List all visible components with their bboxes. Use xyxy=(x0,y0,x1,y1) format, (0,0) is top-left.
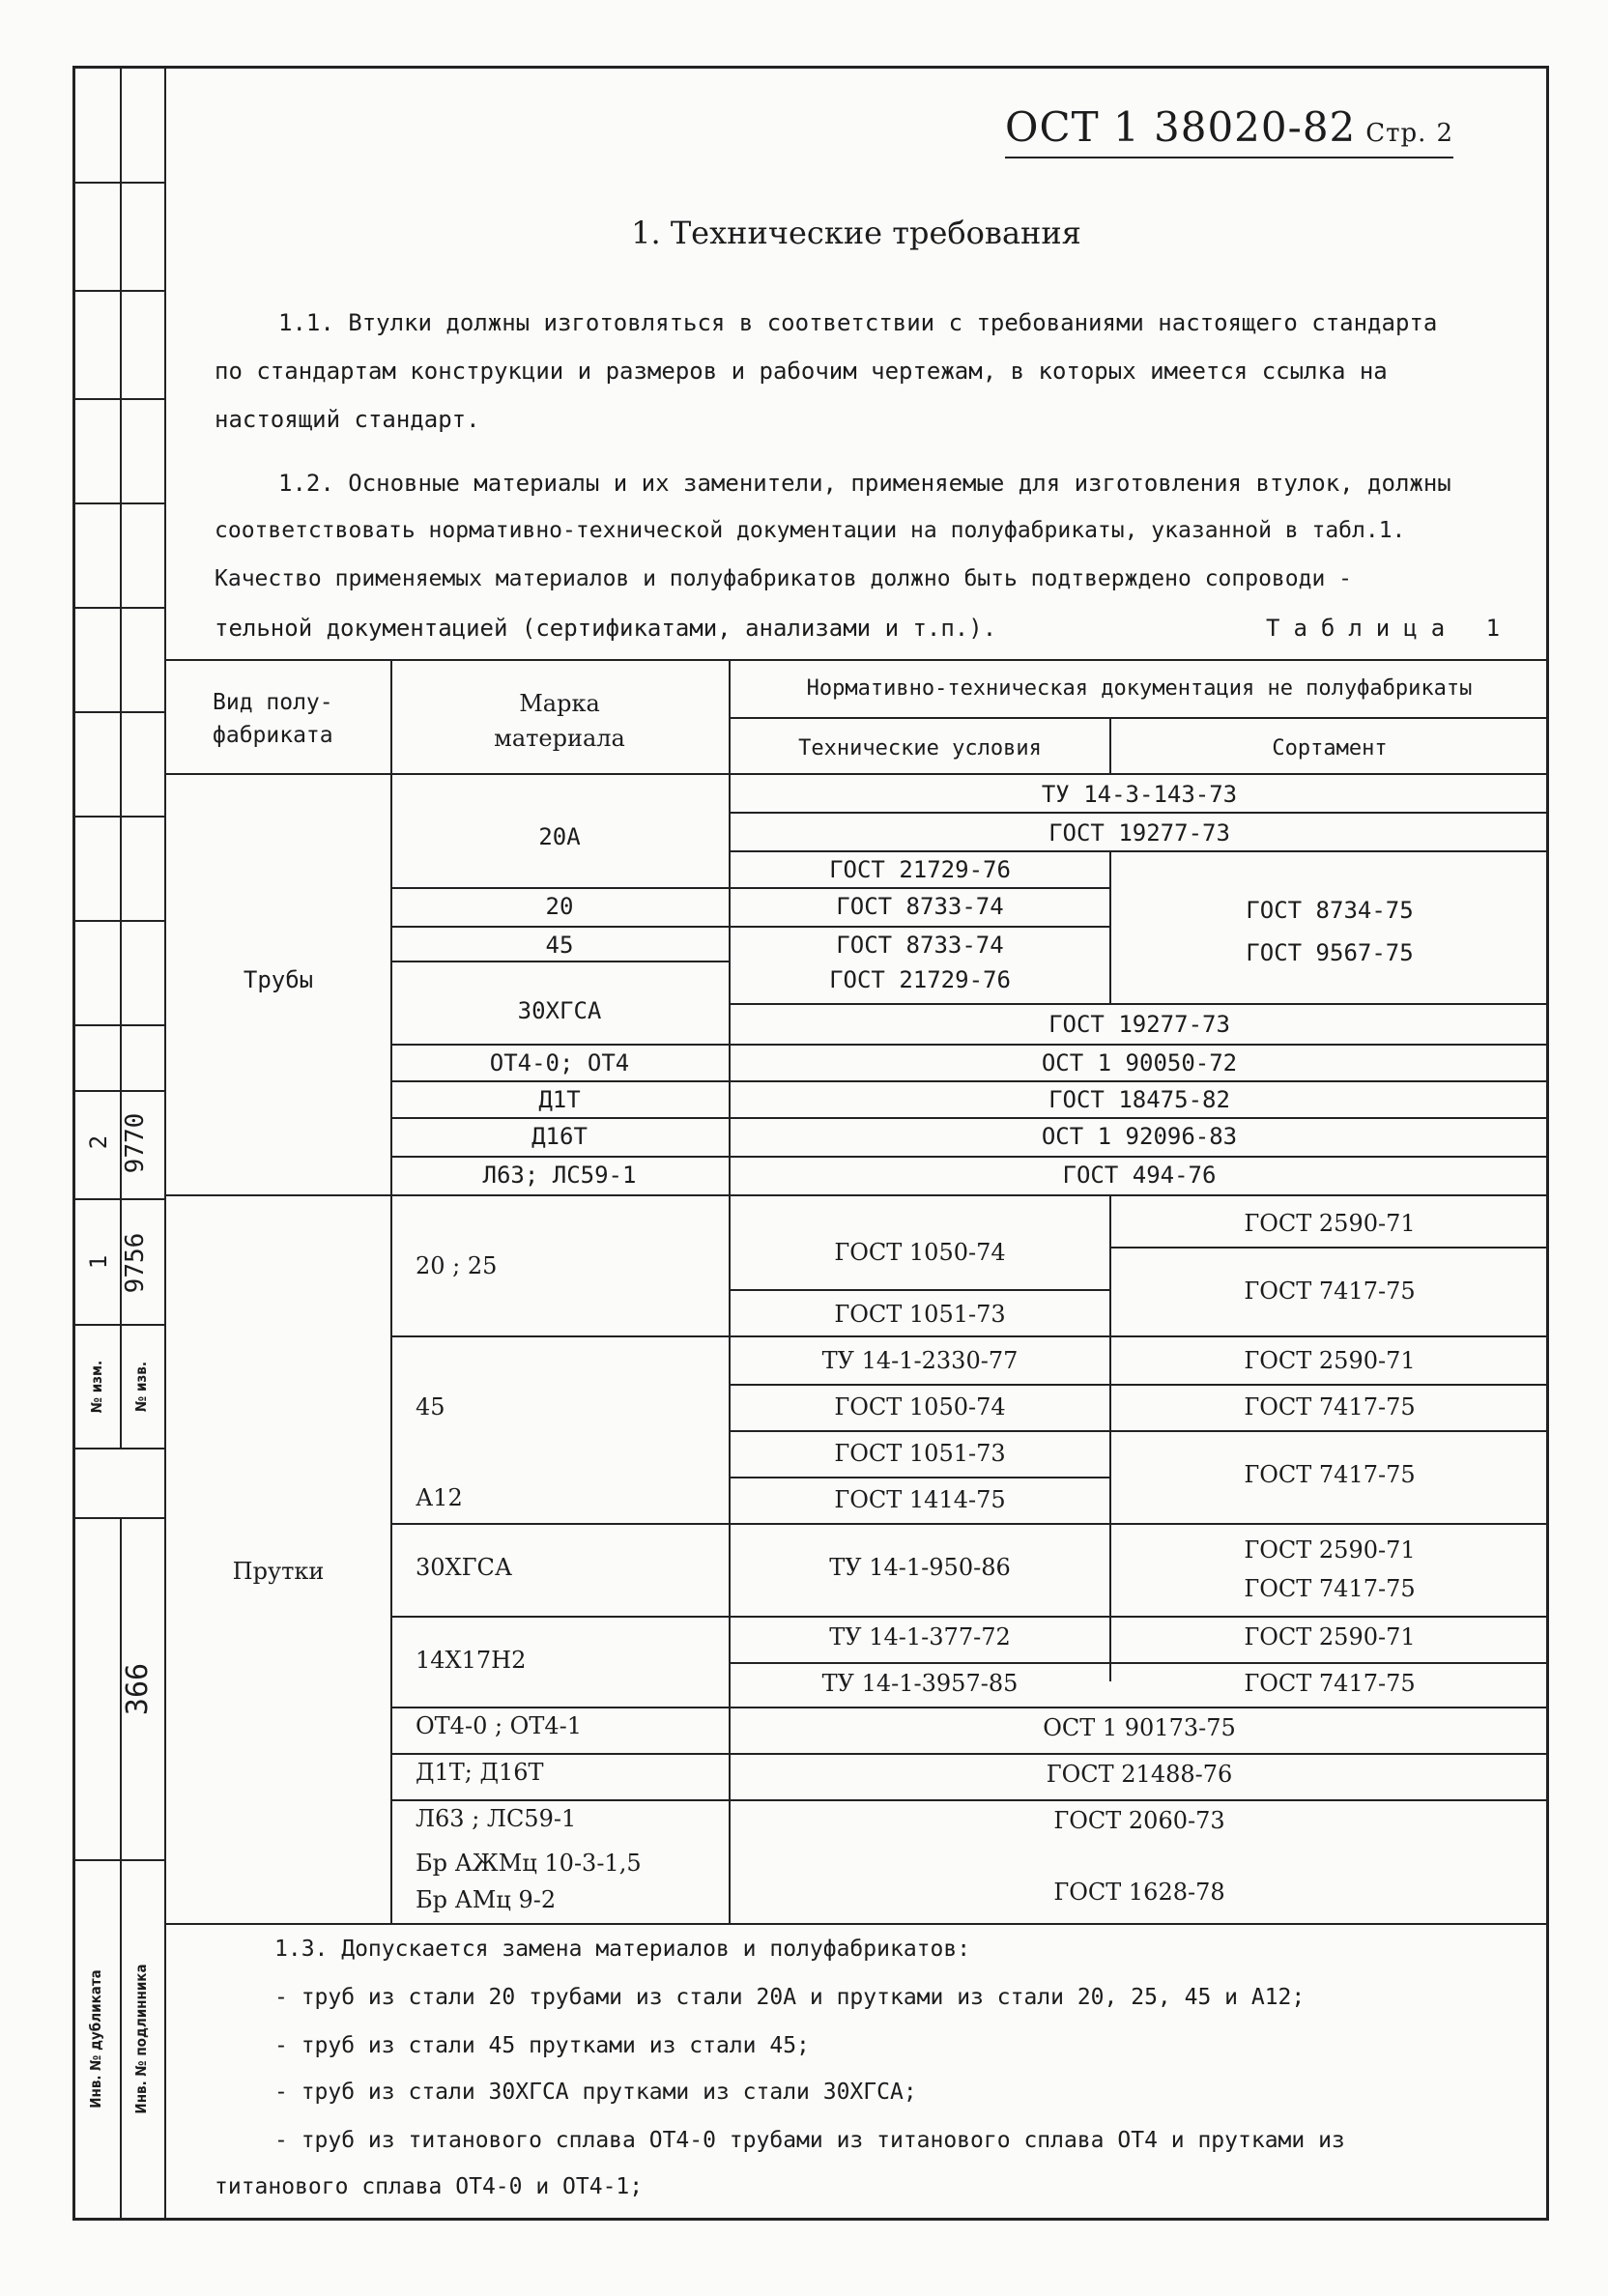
substitution-item: - труб из титанового сплава ОТ4-0 трубами из титанового сплава ОТ4 и прутками из xyxy=(274,2128,1345,2153)
table-line xyxy=(390,1799,1548,1801)
substitution-continuation: титанового сплава ОТ4-0 и ОТ4-1; xyxy=(215,2174,644,2199)
stamp-inv-number: 366 xyxy=(121,1662,155,1716)
pipes-sortament: ГОСТ 9567-75 xyxy=(1246,939,1414,966)
rods-grade: Д1Т; Д16Т xyxy=(416,1759,544,1786)
stamp-doc-1: 9756 xyxy=(121,1232,150,1294)
rods-sortament: ГОСТ 2590-71 xyxy=(1244,1347,1416,1374)
header-ntd: Нормативно-техническая документация не полуфабрикаты xyxy=(806,676,1473,701)
rods-sortament: ГОСТ 7417-75 xyxy=(1244,1277,1416,1305)
rods-grade: Бр АЖМц 10-3-1,5 xyxy=(416,1850,642,1877)
rods-grade: 30ХГСА xyxy=(416,1554,513,1581)
header-type-1: Вид полу- xyxy=(213,690,333,715)
pipes-doc: ГОСТ 18475-82 xyxy=(1048,1086,1230,1113)
rods-sortament: ГОСТ 7417-75 xyxy=(1244,1393,1416,1421)
p2-line: 1.2. Основные материалы и их заменители, применяемые для изготовления втулок, должны xyxy=(278,470,1451,497)
rods-type: Прутки xyxy=(232,1558,325,1585)
stamp-label-izv: № изв. xyxy=(132,1362,150,1412)
pipes-doc: ТУ 14-3-143-73 xyxy=(1041,781,1238,808)
table-label: Таблица 1 xyxy=(1266,615,1514,642)
pipes-type: Трубы xyxy=(243,966,314,993)
rods-doc: ГОСТ 2060-73 xyxy=(1053,1807,1225,1834)
pipes-sortament: ГОСТ 8734-75 xyxy=(1246,897,1414,924)
page-number: 2 xyxy=(1436,119,1453,148)
rods-grade: 14Х17Н2 xyxy=(416,1647,527,1674)
rods-doc: ГОСТ 1628-78 xyxy=(1053,1879,1225,1906)
table-line xyxy=(390,1335,1548,1337)
table-line xyxy=(729,1003,1548,1005)
table-line xyxy=(729,1430,1548,1432)
rods-sortament: ГОСТ 7417-75 xyxy=(1244,1575,1416,1602)
table-line xyxy=(390,926,1109,928)
table-line xyxy=(1109,850,1111,1003)
substitution-item: - труб из стали 45 прутками из стали 45; xyxy=(274,2033,810,2058)
header-sortament: Сортамент xyxy=(1272,736,1388,761)
table-line xyxy=(390,1156,1548,1158)
table-line xyxy=(390,1080,1548,1082)
page-label: Стр. xyxy=(1365,119,1427,148)
table-line xyxy=(390,1117,1548,1119)
table-line xyxy=(729,1384,1548,1386)
header-grade-2: материала xyxy=(494,725,625,752)
rods-grade: Бр АМц 9-2 xyxy=(416,1886,557,1913)
pipes-doc: ГОСТ 8733-74 xyxy=(836,893,1004,920)
table-line xyxy=(390,1707,1548,1708)
p2-line: соответствовать нормативно-технической документации на полуфабрикаты, указанной в табл.1. xyxy=(215,518,1406,543)
rods-tu: ТУ 14-1-2330-77 xyxy=(821,1347,1019,1374)
header-tu: Технические условия xyxy=(798,736,1042,761)
table-line xyxy=(1109,1194,1111,1681)
stamp-label-dubl: Инв. № дубликата xyxy=(87,1969,104,2109)
rods-sortament: ГОСТ 2590-71 xyxy=(1244,1536,1416,1564)
p1-line: настоящий стандарт. xyxy=(215,406,480,433)
p1-line: 1.1. Втулки должны изготовляться в соответствии с требованиями настоящего стандарта xyxy=(278,309,1438,336)
substitution-item: - труб из стали 30ХГСА прутками из стали 30ХГСА; xyxy=(274,2080,917,2105)
rods-sortament: ГОСТ 7417-75 xyxy=(1244,1670,1416,1697)
rods-grade: Л63 ; ЛС59-1 xyxy=(416,1805,577,1832)
rods-tu: ТУ 14-1-950-86 xyxy=(829,1554,1011,1581)
pipes-doc: ОСТ 1 90050-72 xyxy=(1041,1049,1238,1076)
table-line xyxy=(1109,1247,1548,1248)
table-line xyxy=(729,1662,1548,1664)
table-line xyxy=(166,1923,1548,1925)
table-line xyxy=(729,717,1548,719)
pipes-doc: ГОСТ 19277-73 xyxy=(1048,819,1230,847)
stamp-doc-2: 9770 xyxy=(121,1112,150,1174)
rods-doc: ОСТ 1 90173-75 xyxy=(1043,1714,1236,1741)
rods-tu: ТУ 14-1-377-72 xyxy=(829,1623,1011,1650)
stamp-rev-2: 2 xyxy=(85,1134,112,1150)
header-grade-1: Марка xyxy=(519,690,600,717)
pipes-grade-20a: 20А xyxy=(538,823,581,850)
p2-line: тельной документацией (сертификатами, анализами и т.п.). xyxy=(215,615,997,642)
pipes-doc: ГОСТ 19277-73 xyxy=(1048,1011,1230,1038)
rods-grade: ОТ4-0 ; ОТ4-1 xyxy=(416,1712,583,1739)
table-line xyxy=(390,961,729,962)
rods-grade: 45 xyxy=(416,1393,445,1421)
rods-sortament: ГОСТ 7417-75 xyxy=(1244,1461,1416,1488)
rods-tu: ГОСТ 1414-75 xyxy=(834,1486,1006,1513)
table-line xyxy=(729,812,1548,814)
rods-doc: ГОСТ 21488-76 xyxy=(1046,1761,1233,1788)
p1-line: по стандартам конструкции и размеров и рабочим чертежам, в которых имеется ссылка на xyxy=(215,358,1388,385)
table-line xyxy=(729,1289,1109,1291)
table-line xyxy=(166,773,1548,775)
pipes-doc: ГОСТ 21729-76 xyxy=(829,856,1011,883)
table-line xyxy=(166,1194,1548,1196)
table-line xyxy=(729,1477,1109,1478)
table-line xyxy=(390,1523,1548,1525)
stamp-rev-1: 1 xyxy=(85,1254,112,1270)
table-line xyxy=(729,850,1548,852)
pipes-grade-20: 20 xyxy=(545,893,574,920)
table-line xyxy=(390,1044,1548,1046)
rods-sortament: ГОСТ 2590-71 xyxy=(1244,1623,1416,1650)
pipes-doc: ГОСТ 8733-74 xyxy=(836,932,1004,959)
rods-tu: ГОСТ 1051-73 xyxy=(834,1440,1006,1467)
rods-tu: ГОСТ 1050-74 xyxy=(834,1393,1006,1421)
pipes-doc: ГОСТ 21729-76 xyxy=(829,966,1011,993)
rods-grade: А12 xyxy=(416,1484,463,1511)
stamp-label-izm: № изм. xyxy=(88,1360,105,1414)
pipes-doc: ОСТ 1 92096-83 xyxy=(1041,1123,1238,1150)
p2-line: Качество применяемых материалов и полуфабрикатов должно быть подтверждено сопроводи - xyxy=(215,566,1353,591)
table-line xyxy=(390,1753,1548,1755)
section-title: 1. Технические требования xyxy=(631,215,1081,251)
header-type-2: фабриката xyxy=(213,723,333,748)
pipes-grade-l63: Л63; ЛС59-1 xyxy=(482,1162,637,1189)
table-line xyxy=(390,887,1109,889)
pipes-doc: ГОСТ 494-76 xyxy=(1062,1162,1217,1189)
rods-tu: ГОСТ 1051-73 xyxy=(834,1301,1006,1328)
pipes-grade-45: 45 xyxy=(545,932,574,959)
rods-tu: ГОСТ 1050-74 xyxy=(834,1239,1006,1266)
substitution-item: - труб из стали 20 трубами из стали 20А и прутками из стали 20, 25, 45 и А12; xyxy=(274,1985,1306,2010)
table-line xyxy=(166,659,1548,661)
doc-code: ОСТ 1 38020-82 xyxy=(1005,103,1357,151)
rods-sortament: ГОСТ 2590-71 xyxy=(1244,1210,1416,1237)
pipes-grade-ot4: ОТ4-0; ОТ4 xyxy=(489,1049,630,1076)
pipes-grade-30xgsa: 30ХГСА xyxy=(517,997,602,1024)
pipes-grade-d1t: Д1Т xyxy=(538,1086,581,1113)
table-line xyxy=(390,1616,1548,1618)
substitution-title: 1.3. Допускается замена материалов и полуфабрикатов: xyxy=(274,1937,971,1962)
stamp-label-podl: Инв. № подлинника xyxy=(132,1964,150,2114)
rods-tu: ТУ 14-1-3957-85 xyxy=(821,1670,1019,1697)
rods-grade: 20 ; 25 xyxy=(416,1252,498,1279)
pipes-grade-d16t: Д16Т xyxy=(531,1123,588,1150)
